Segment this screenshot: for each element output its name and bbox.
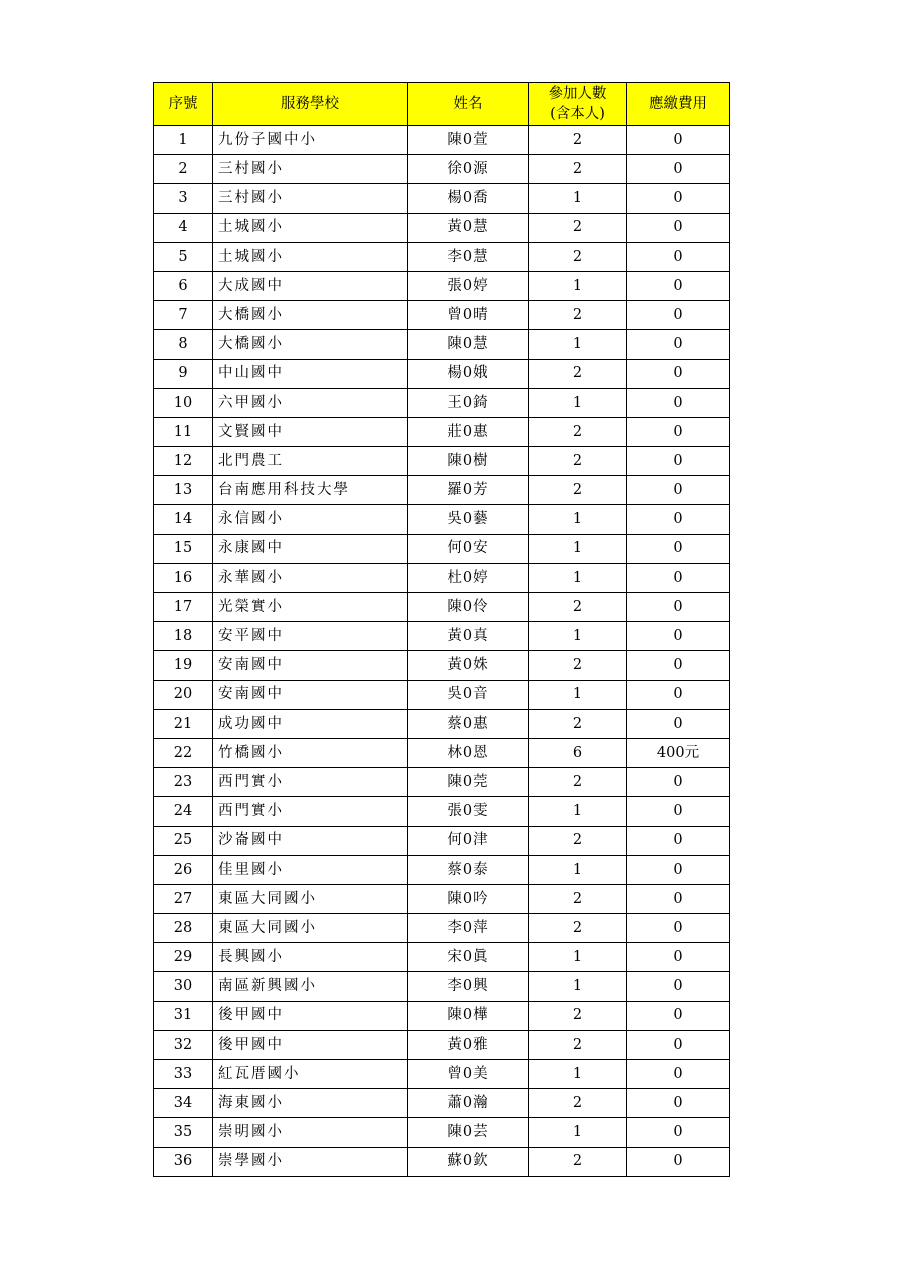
participant-count-cell: 2	[529, 447, 627, 476]
table-row	[154, 826, 730, 855]
table-row	[154, 738, 730, 767]
participant-count-cell: 2	[529, 417, 627, 446]
school-cell: 東區大同國小	[213, 914, 408, 943]
name-cell: 徐0源	[408, 155, 529, 184]
row-number: 12	[154, 447, 213, 476]
participant-count-cell: 2	[529, 155, 627, 184]
fee-cell: 0	[627, 563, 730, 592]
row-number: 3	[154, 184, 213, 213]
school-cell: 土城國小	[213, 213, 408, 242]
table-row	[154, 797, 730, 826]
table-row	[154, 476, 730, 505]
row-number: 14	[154, 505, 213, 534]
table-header	[154, 83, 730, 126]
participant-count-cell: 2	[529, 593, 627, 622]
school-cell: 安南國中	[213, 651, 408, 680]
school-cell: 永華國小	[213, 563, 408, 592]
name-cell: 何0津	[408, 826, 529, 855]
name-cell: 王0錡	[408, 388, 529, 417]
school-cell: 北門農工	[213, 447, 408, 476]
row-number: 36	[154, 1147, 213, 1176]
header-count-line2: (含本人)	[550, 106, 605, 122]
fee-cell: 0	[627, 622, 730, 651]
school-cell: 西門實小	[213, 768, 408, 797]
school-cell: 後甲國中	[213, 1030, 408, 1059]
table-row	[154, 417, 730, 446]
header-row	[154, 83, 730, 126]
school-cell: 崇學國小	[213, 1147, 408, 1176]
school-cell: 成功國中	[213, 709, 408, 738]
table-row	[154, 359, 730, 388]
fee-cell: 0	[627, 884, 730, 913]
row-number: 32	[154, 1030, 213, 1059]
fee-cell: 0	[627, 972, 730, 1001]
participant-count-cell: 2	[529, 1030, 627, 1059]
school-cell: 竹橋國小	[213, 738, 408, 767]
table-row	[154, 534, 730, 563]
school-cell: 三村國小	[213, 155, 408, 184]
row-number: 27	[154, 884, 213, 913]
fee-cell: 0	[627, 1118, 730, 1147]
name-cell: 黃0慧	[408, 213, 529, 242]
participant-count-cell: 2	[529, 709, 627, 738]
table-row	[154, 1001, 730, 1030]
name-cell: 陳0慧	[408, 330, 529, 359]
row-number: 8	[154, 330, 213, 359]
row-number: 22	[154, 738, 213, 767]
name-cell: 陳0樹	[408, 447, 529, 476]
name-cell: 陳0伶	[408, 593, 529, 622]
school-cell: 九份子國中小	[213, 126, 408, 155]
name-cell: 李0萍	[408, 914, 529, 943]
participant-count-cell: 1	[529, 330, 627, 359]
participant-count-cell: 2	[529, 1001, 627, 1030]
table-row	[154, 184, 730, 213]
fee-cell: 0	[627, 768, 730, 797]
fee-cell: 0	[627, 855, 730, 884]
school-cell: 安平國中	[213, 622, 408, 651]
participant-count-cell: 2	[529, 651, 627, 680]
name-cell: 吳0音	[408, 680, 529, 709]
school-cell: 海東國小	[213, 1089, 408, 1118]
table-row	[154, 943, 730, 972]
row-number: 13	[154, 476, 213, 505]
fee-cell: 0	[627, 943, 730, 972]
row-number: 21	[154, 709, 213, 738]
fee-cell: 0	[627, 388, 730, 417]
row-number: 11	[154, 417, 213, 446]
participant-count-cell: 2	[529, 1147, 627, 1176]
school-cell: 紅瓦厝國小	[213, 1060, 408, 1089]
table-row	[154, 914, 730, 943]
participant-count-cell: 1	[529, 972, 627, 1001]
header-school: 服務學校	[213, 83, 408, 126]
table-row	[154, 126, 730, 155]
fee-cell: 0	[627, 1147, 730, 1176]
fee-cell: 0	[627, 593, 730, 622]
row-number: 28	[154, 914, 213, 943]
row-number: 34	[154, 1089, 213, 1118]
name-cell: 曾0美	[408, 1060, 529, 1089]
name-cell: 陳0樺	[408, 1001, 529, 1030]
row-number: 20	[154, 680, 213, 709]
row-number: 23	[154, 768, 213, 797]
participant-count-cell: 1	[529, 388, 627, 417]
school-cell: 東區大同國小	[213, 884, 408, 913]
table-row	[154, 1030, 730, 1059]
row-number: 4	[154, 213, 213, 242]
fee-cell: 0	[627, 680, 730, 709]
name-cell: 吳0藝	[408, 505, 529, 534]
name-cell: 蔡0泰	[408, 855, 529, 884]
school-cell: 南區新興國小	[213, 972, 408, 1001]
name-cell: 何0安	[408, 534, 529, 563]
name-cell: 李0慧	[408, 242, 529, 271]
table-row	[154, 213, 730, 242]
header-no: 序號	[154, 83, 213, 126]
table-row	[154, 884, 730, 913]
school-cell: 長興國小	[213, 943, 408, 972]
school-cell: 後甲國中	[213, 1001, 408, 1030]
table-row	[154, 709, 730, 738]
table-row	[154, 388, 730, 417]
table-row	[154, 1147, 730, 1176]
participant-count-cell: 2	[529, 914, 627, 943]
name-cell: 杜0婷	[408, 563, 529, 592]
name-cell: 楊0喬	[408, 184, 529, 213]
name-cell: 莊0惠	[408, 417, 529, 446]
table-row	[154, 680, 730, 709]
participant-count-cell: 1	[529, 855, 627, 884]
participant-count-cell: 2	[529, 826, 627, 855]
fee-cell: 0	[627, 826, 730, 855]
school-cell: 三村國小	[213, 184, 408, 213]
fee-cell: 0	[627, 1001, 730, 1030]
name-cell: 陳0芸	[408, 1118, 529, 1147]
table-row	[154, 855, 730, 884]
row-number: 24	[154, 797, 213, 826]
school-cell: 大成國中	[213, 271, 408, 300]
table-row	[154, 155, 730, 184]
row-number: 31	[154, 1001, 213, 1030]
row-number: 7	[154, 301, 213, 330]
participant-count-cell: 6	[529, 738, 627, 767]
row-number: 25	[154, 826, 213, 855]
participant-count-cell: 2	[529, 213, 627, 242]
participant-count-cell: 1	[529, 797, 627, 826]
row-number: 19	[154, 651, 213, 680]
participant-count-cell: 2	[529, 126, 627, 155]
row-number: 35	[154, 1118, 213, 1147]
row-number: 26	[154, 855, 213, 884]
row-number: 1	[154, 126, 213, 155]
row-number: 30	[154, 972, 213, 1001]
table-row	[154, 447, 730, 476]
registration-sheet	[153, 82, 729, 1177]
school-cell: 六甲國小	[213, 388, 408, 417]
school-cell: 大橋國小	[213, 330, 408, 359]
school-cell: 崇明國小	[213, 1118, 408, 1147]
participant-count-cell: 1	[529, 1118, 627, 1147]
name-cell: 張0雯	[408, 797, 529, 826]
header-fee: 應繳費用	[627, 83, 730, 126]
table-row	[154, 651, 730, 680]
fee-cell: 0	[627, 184, 730, 213]
header-count	[529, 83, 627, 126]
participant-count-cell: 2	[529, 301, 627, 330]
fee-cell: 0	[627, 213, 730, 242]
school-cell: 大橋國小	[213, 301, 408, 330]
table-row	[154, 1089, 730, 1118]
fee-cell: 0	[627, 447, 730, 476]
participant-count-cell: 1	[529, 505, 627, 534]
fee-cell: 0	[627, 534, 730, 563]
fee-cell: 0	[627, 476, 730, 505]
participant-count-cell: 2	[529, 242, 627, 271]
participant-count-cell: 1	[529, 184, 627, 213]
fee-cell: 0	[627, 1060, 730, 1089]
row-number: 9	[154, 359, 213, 388]
name-cell: 楊0娥	[408, 359, 529, 388]
table-row	[154, 563, 730, 592]
fee-cell: 400元	[627, 738, 730, 767]
fee-cell: 0	[627, 126, 730, 155]
participant-count-cell: 2	[529, 359, 627, 388]
fee-cell: 0	[627, 797, 730, 826]
name-cell: 李0興	[408, 972, 529, 1001]
name-cell: 黃0雅	[408, 1030, 529, 1059]
participant-count-cell: 1	[529, 534, 627, 563]
table-row	[154, 972, 730, 1001]
participant-count-cell: 1	[529, 622, 627, 651]
fee-cell: 0	[627, 271, 730, 300]
table-row	[154, 622, 730, 651]
school-cell: 土城國小	[213, 242, 408, 271]
fee-cell: 0	[627, 359, 730, 388]
fee-cell: 0	[627, 651, 730, 680]
fee-cell: 0	[627, 417, 730, 446]
table-body	[154, 126, 730, 1177]
school-cell: 中山國中	[213, 359, 408, 388]
name-cell: 宋0眞	[408, 943, 529, 972]
registration-table	[153, 82, 730, 1177]
fee-cell: 0	[627, 155, 730, 184]
name-cell: 陳0萱	[408, 126, 529, 155]
fee-cell: 0	[627, 1030, 730, 1059]
table-row	[154, 593, 730, 622]
row-number: 33	[154, 1060, 213, 1089]
table-row	[154, 242, 730, 271]
table-row	[154, 768, 730, 797]
participant-count-cell: 1	[529, 1060, 627, 1089]
row-number: 18	[154, 622, 213, 651]
name-cell: 蔡0惠	[408, 709, 529, 738]
participant-count-cell: 1	[529, 680, 627, 709]
row-number: 10	[154, 388, 213, 417]
fee-cell: 0	[627, 505, 730, 534]
name-cell: 蘇0欽	[408, 1147, 529, 1176]
row-number: 6	[154, 271, 213, 300]
participant-count-cell: 2	[529, 884, 627, 913]
name-cell: 林0恩	[408, 738, 529, 767]
school-cell: 永信國小	[213, 505, 408, 534]
row-number: 29	[154, 943, 213, 972]
name-cell: 曾0晴	[408, 301, 529, 330]
fee-cell: 0	[627, 301, 730, 330]
school-cell: 永康國中	[213, 534, 408, 563]
fee-cell: 0	[627, 330, 730, 359]
name-cell: 陳0吟	[408, 884, 529, 913]
fee-cell: 0	[627, 709, 730, 738]
table-row	[154, 330, 730, 359]
name-cell: 蕭0瀚	[408, 1089, 529, 1118]
participant-count-cell: 1	[529, 563, 627, 592]
name-cell: 黃0姝	[408, 651, 529, 680]
school-cell: 沙崙國中	[213, 826, 408, 855]
header-name: 姓名	[408, 83, 529, 126]
table-row	[154, 271, 730, 300]
header-count-line1: 參加人數	[548, 86, 607, 102]
row-number: 17	[154, 593, 213, 622]
name-cell: 張0婷	[408, 271, 529, 300]
participant-count-cell: 1	[529, 943, 627, 972]
school-cell: 西門實小	[213, 797, 408, 826]
name-cell: 陳0莞	[408, 768, 529, 797]
fee-cell: 0	[627, 914, 730, 943]
name-cell: 黃0真	[408, 622, 529, 651]
row-number: 16	[154, 563, 213, 592]
school-cell: 安南國中	[213, 680, 408, 709]
school-cell: 光榮實小	[213, 593, 408, 622]
row-number: 2	[154, 155, 213, 184]
school-cell: 台南應用科技大學	[213, 476, 408, 505]
table-row	[154, 1118, 730, 1147]
row-number: 15	[154, 534, 213, 563]
participant-count-cell: 2	[529, 768, 627, 797]
fee-cell: 0	[627, 1089, 730, 1118]
name-cell: 羅0芳	[408, 476, 529, 505]
row-number: 5	[154, 242, 213, 271]
participant-count-cell: 1	[529, 271, 627, 300]
table-row	[154, 301, 730, 330]
table-row	[154, 505, 730, 534]
table-row	[154, 1060, 730, 1089]
participant-count-cell: 2	[529, 476, 627, 505]
school-cell: 文賢國中	[213, 417, 408, 446]
school-cell: 佳里國小	[213, 855, 408, 884]
fee-cell: 0	[627, 242, 730, 271]
participant-count-cell: 2	[529, 1089, 627, 1118]
